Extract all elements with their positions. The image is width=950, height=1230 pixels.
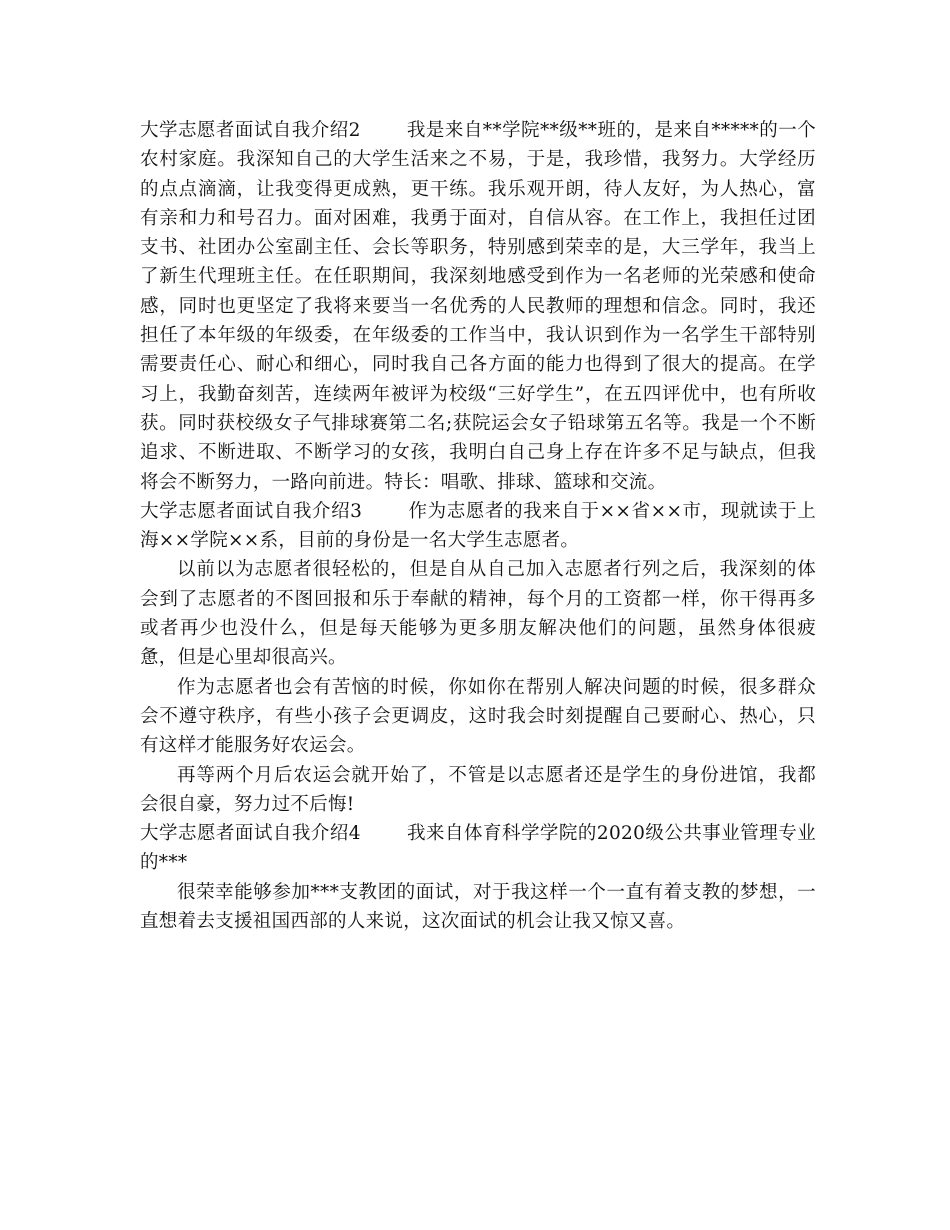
section-2-lead: 我是来自**学院**级**班的，是来自*****的一个农村家庭。我深知自己的大学生活来之不易，于是，我珍惜，我努力。大学经历的点点滴滴，让我变得更成熟，更干练。我乐观开朗，待人友好，为人热心，富有亲和力和号召力。面对困难，我勇于面对，自信从容。在工作上，我担任过团支书、社团办公室副主任、会长等职务，特别感到荣幸的是，大三学年，我当上了新生代理班主任。在任职期间，我深刻地感受到作为一名老师的光荣感和使命感，同时也更坚定了我将来要当一名优秀的人民教师的理想和信念。同时，我还担任了本年级的年级委，在年级委的工作当中，我认识到作为一名学生干部特别需要责任心、耐心和细心，同时我自己各方面的能力也得到了很大的提高。在学习上，我勤奋刻苦，连续两年被评为校级“三好学生”，在五四评优中，也有所收获。同时获校级女子气排球赛第二名;获院运会女子铅球第五名等。我是一个不断追求、不断进取、不断学习的女孩，我明白自己身上存在许多不足与缺点，但我将会不断努力，一路向前进。特长：唱歌、排球、篮球和交流。 xyxy=(140,120,816,493)
body-paragraph: 作为志愿者也会有苦恼的时候，你如你在帮别人解决问题的时候，很多群众会不遵守秩序，有些小孩子会更调皮，这时我会时刻提醒自己要耐心、热心，只有这样才能服务好农运会。 xyxy=(140,676,816,757)
section-3-lead: 作为志愿者的我来自于××省××市，现就读于上海××学院××系，目前的身份是一名大学生志愿者。 xyxy=(140,500,816,552)
section-3-paragraph xyxy=(140,497,816,556)
section-2-heading: 大学志愿者面试自我介绍2 xyxy=(140,120,361,141)
body-paragraph: 以前以为志愿者很轻松的，但是自从自己加入志愿者行列之后，我深刻的体会到了志愿者的不图回报和乐于奉献的精神，每个月的工资都一样，你干得再多或者再少也没什么，但是每天能够为更多朋友解决他们的问题，虽然身体很疲惫，但是心里却很高兴。 xyxy=(140,559,816,669)
body-paragraph: 很荣幸能够参加***支教团的面试，对于我这样一个一直有着支教的梦想，一直想着去支援祖国西部的人来说，这次面试的机会让我又惊又喜。 xyxy=(140,881,816,933)
section-4-lead: 我来自体育科学学院的2020级公共事业管理专业的*** xyxy=(140,823,816,874)
section-4-paragraph xyxy=(140,819,816,878)
body-paragraph: 再等两个月后农运会就开始了，不管是以志愿者还是学生的身份进馆，我都会很自豪，努力过不后悔! xyxy=(140,764,816,815)
section-2-paragraph xyxy=(140,116,816,497)
section-4-heading: 大学志愿者面试自我介绍4 xyxy=(140,823,361,845)
section-3-heading: 大学志愿者面试自我介绍3 xyxy=(140,500,363,522)
document-page xyxy=(140,116,816,936)
